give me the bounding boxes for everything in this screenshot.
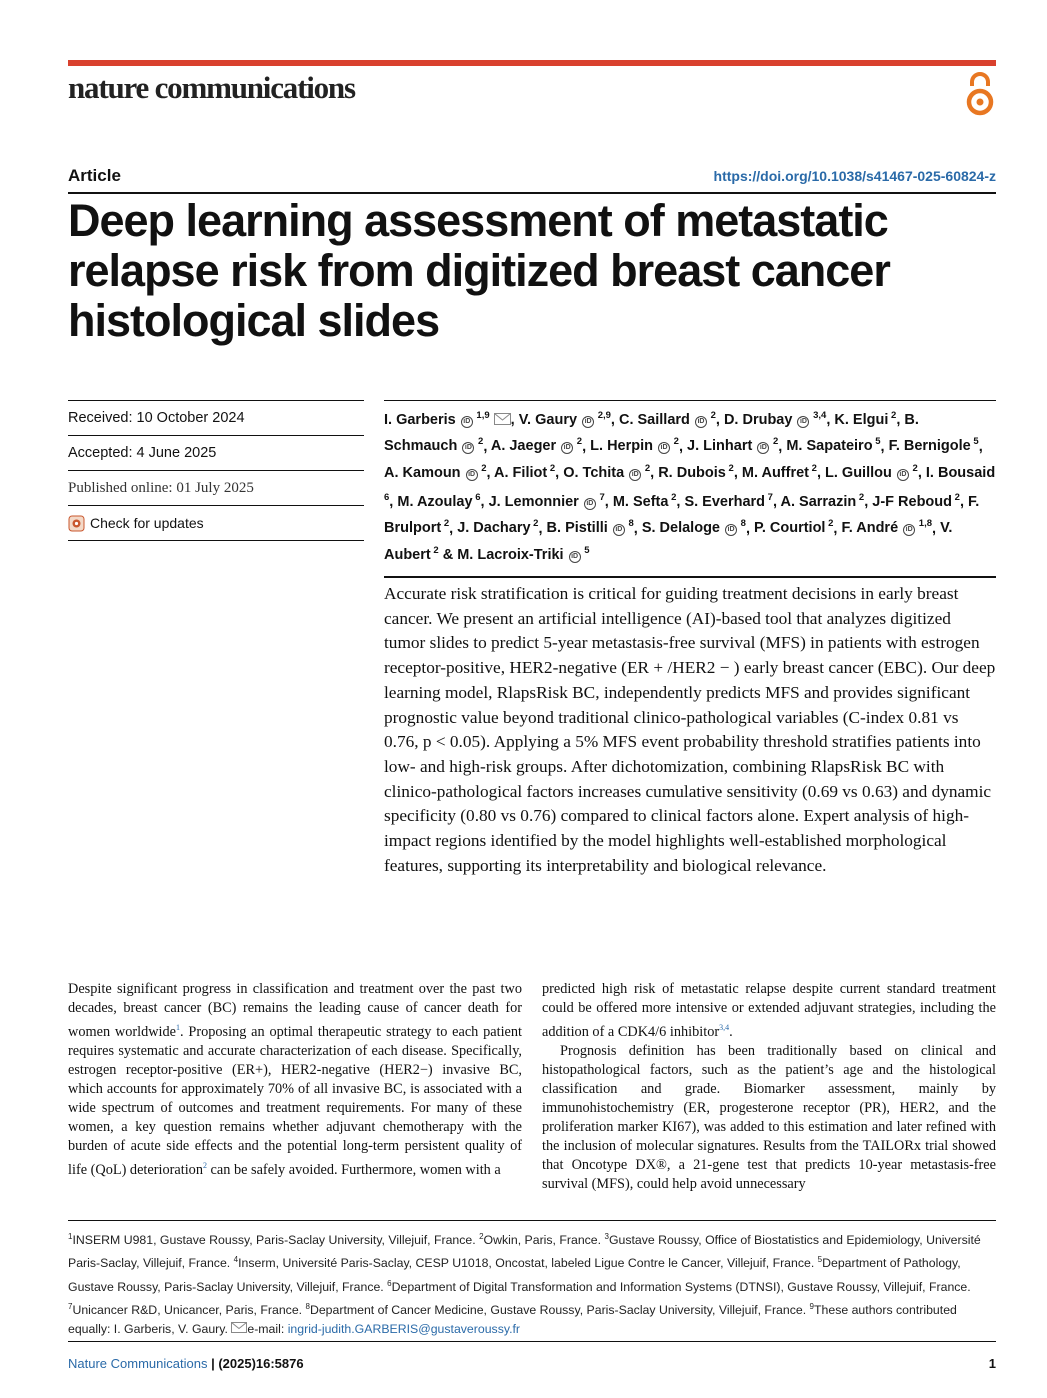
affiliation-number: 5 xyxy=(817,1255,823,1265)
author-name[interactable]: J. Linhart iD $^2$ xyxy=(687,436,779,455)
author-name[interactable]: S. Delaloge iD $^8$ xyxy=(641,518,746,537)
author-affiliation: 2 xyxy=(707,410,716,421)
footer-volume: | (2025)16:5876 xyxy=(207,1356,304,1371)
affiliation-number: 1 xyxy=(68,1232,73,1241)
author-name[interactable]: L. Herpin iD $^2$ xyxy=(590,436,679,455)
author-affiliation: 2 xyxy=(671,436,679,448)
author-name[interactable]: I. Bousaid $^6$ xyxy=(384,465,996,503)
orcid-icon[interactable]: iD xyxy=(629,469,641,481)
body-paragraph: Prognosis definition has been traditionally based on clinical and histopathological factors, such as the patient’s age and the histological classification and grade. Biomarker assessment, mainly by immunohistochemistry (ER, progesterone receptor (PR), HER2, and the proliferation marker KI67), was added to this estimation and later refined with the inclusion of molecular signatures. Results from the TAILORx trial showed that Oncotype DX®, a 21-gene test that predicts 10-year metastasis-free survival (MFS), could help avoid unnecessary xyxy=(542,1042,996,1192)
orcid-icon[interactable]: iD xyxy=(613,524,625,536)
orcid-icon[interactable]: iD xyxy=(658,442,670,454)
author-name[interactable]: J. Lemonnier iD $^7$ xyxy=(488,491,605,510)
open-access-icon xyxy=(964,72,996,118)
author-name[interactable]: K. Elgui $^2$ xyxy=(834,410,897,428)
footnote-rule xyxy=(68,1220,996,1221)
affiliation-text: These authors contributed equally: I. Garberis, V. Gaury. xyxy=(68,1302,957,1337)
authors-rule xyxy=(384,400,996,401)
author-name[interactable]: C. Saillard iD $^2$ xyxy=(618,410,716,428)
author-affiliation: 2 xyxy=(574,436,583,448)
footer-journal-link[interactable]: Nature Communications xyxy=(68,1356,208,1371)
orcid-icon[interactable]: iD xyxy=(725,524,737,536)
author-affiliation: 2 xyxy=(856,491,865,503)
affiliation-text: Department of Digital Transformation and Information Systems (DTNSI), Gustave Roussy, Villejuif, France. xyxy=(391,1279,971,1294)
page-number: 1 xyxy=(988,1356,996,1371)
doi-link[interactable]: https://doi.org/10.1038/s41467-025-60824-z xyxy=(713,168,996,184)
author-affiliation: 5 xyxy=(970,436,979,448)
author-affiliation: 2 xyxy=(888,410,897,421)
author-name[interactable]: B. Pistilli iD $^8$ xyxy=(546,518,634,537)
author-name[interactable]: M. Auffret $^2$ xyxy=(741,463,817,482)
reference-link[interactable]: 1 xyxy=(176,1023,181,1032)
check-updates-label: Check for updates xyxy=(90,514,204,531)
received-date: Received: 10 October 2024 xyxy=(68,401,364,436)
author-affiliation: 2 xyxy=(430,545,439,557)
affiliation-number: 3 xyxy=(604,1232,609,1241)
author-name[interactable]: A. Filiot $^2$ xyxy=(494,463,556,482)
footer-rule xyxy=(68,1341,996,1342)
email-link[interactable]: ingrid-judith.GARBERIS@gustaveroussy.fr xyxy=(287,1322,521,1337)
affiliation-text: Owkin, Paris, France. xyxy=(483,1233,605,1248)
author-name[interactable]: R. Dubois $^2$ xyxy=(658,463,734,482)
author-affiliation: 5 xyxy=(872,436,881,448)
author-name[interactable]: A. Sarrazin $^2$ xyxy=(780,491,865,510)
author-name[interactable]: B. Schmauch iD $^2$ xyxy=(384,411,919,455)
affiliation-number: 9 xyxy=(809,1301,814,1311)
orcid-icon[interactable]: iD xyxy=(561,442,573,454)
author-name[interactable]: S. Everhard $^7$ xyxy=(684,491,773,510)
author-name[interactable]: I. Garberis iD $^{1,9}$ xyxy=(384,412,511,428)
affiliation-number: 8 xyxy=(305,1301,310,1311)
footer-citation xyxy=(68,1356,304,1371)
author-list: I. Garberis iD $^{1,9}$ , V. Gaury iD $^{2,9}$, C. Saillard iD $^2$, D. Drubay iD $^{3,4}$, K. Elgui $^2$, B. Schmauch iD $^2$, A. Jaeger iD $^2$, L. Herpin iD $^2$, J. Linhart iD $^2$, M. Sapateiro $^5$, F. Bernigole $^5$, A. Kamoun iD $^2$, A. Filiot $^2$, O. Tchita iD $^2$, R. Dubois $^2$, M. Auffret $^2$, L. Guillou iD $^2$, I. Bousaid $^6$, M. Azoulay $^6$, J. Lemonnier iD $^7$, M. Sefta $^2$, S. Everhard $^7$, A. Sarrazin $^2$, J-F Reboud $^2$, F. Brulport $^2$, J. Dachary $^2$, B. Pistilli iD $^8$, S. Delaloge iD $^8$, P. Courtiol $^2$, F. André iD $^{1,8}$, V. Aubert $^2$ & M. Lacroix-Triki iD $^5$ xyxy=(384,410,996,563)
orcid-icon[interactable]: iD xyxy=(462,442,474,454)
affiliation-text: Inserm, Université Paris-Saclay, CESP U1018, Oncostat, labeled Ligue Contre le Cancer, Villejuif, France. xyxy=(238,1256,818,1271)
affiliation-number: 6 xyxy=(387,1278,392,1288)
orcid-icon[interactable]: iD xyxy=(466,469,478,481)
author-name[interactable]: M. Sapateiro $^5$ xyxy=(786,436,881,455)
author-name[interactable]: F. André iD $^{1,8}$ xyxy=(841,518,933,537)
author-name[interactable]: L. Guillou iD $^2$ xyxy=(825,463,918,482)
author-affiliation: 6 xyxy=(384,491,390,503)
author-name[interactable]: J-F Reboud $^2$ xyxy=(872,491,960,510)
affiliation-number: 4 xyxy=(233,1255,239,1265)
author-name[interactable]: D. Drubay iD $^{3,4}$ xyxy=(723,410,827,428)
author-affiliation: 2 xyxy=(909,463,918,475)
author-affiliation: 6 xyxy=(472,491,481,503)
article-history xyxy=(68,400,364,541)
author-name[interactable]: O. Tchita iD $^2$ xyxy=(563,463,651,482)
author-name[interactable]: V. Gaury iD $^{2,9}$ xyxy=(518,410,611,428)
author-name[interactable]: M. Sefta $^2$ xyxy=(612,491,677,510)
affiliation-number: 2 xyxy=(479,1232,484,1241)
author-name[interactable]: P. Courtiol $^2$ xyxy=(754,518,834,537)
author-affiliation: 2,9 xyxy=(595,410,611,421)
author-affiliation: 8 xyxy=(738,518,746,530)
author-name[interactable]: V. Aubert $^2$ xyxy=(384,520,953,563)
author-affiliation: 2 xyxy=(952,491,960,503)
orcid-icon[interactable]: iD xyxy=(582,416,594,428)
orcid-icon[interactable]: iD xyxy=(569,551,581,563)
author-name[interactable]: A. Kamoun iD $^2$ xyxy=(384,463,487,482)
journal-name: nature communications xyxy=(68,70,355,105)
affiliation-text: Department of Pathology, Gustave Roussy, Paris-Saclay University, Villejuif, France. xyxy=(68,1256,961,1294)
author-affiliation: 1,8 xyxy=(916,518,933,530)
check-for-updates-button[interactable] xyxy=(68,506,364,541)
abstract-rule xyxy=(384,576,996,578)
email-icon xyxy=(231,1322,247,1333)
author-affiliation: 7 xyxy=(596,491,605,503)
affiliation-number: 7 xyxy=(68,1301,73,1311)
author-affiliation: 3,4 xyxy=(810,410,827,421)
abstract: Accurate risk stratification is critical for guiding treatment decisions in early breast cancer. We present an artificial intelligence (AI)-based tool that analyzes digitized tumor slides to predict 5-year metastasis-free survival (MFS) in patients with estrogen receptor-positive, HER2-negative (ER + /HER2 − ) early breast cancer (EBC). Our deep learning model, RlapsRisk BC, independently predicts MFS and provides significant prognostic value beyond traditional clinico-pathological variables (C-index 0.81 vs 0.76, p < 0.05). Applying a 5% MFS event probability threshold stratifies patients into low- and high-risk groups. After dichotomization, combining RlapsRisk BC with clinico-pathological factors increases cumulative sensitivity (0.69 vs 0.63) and dynamic specificity (0.80 vs 0.76) compared to clinical factors alone. Expert analysis of high-impact regions identified by the model highlights well-established morphological features, supporting its interpretability and biological relevance. xyxy=(384,584,996,875)
check-updates-icon xyxy=(68,515,85,532)
author-affiliation: 5 xyxy=(581,545,590,557)
body-column-left xyxy=(68,980,522,1180)
accepted-date: Accepted: 4 June 2025 xyxy=(68,436,364,471)
header-rule xyxy=(68,192,996,194)
author-name[interactable]: F. Bernigole $^5$ xyxy=(888,436,979,455)
author-affiliation: 2 xyxy=(475,436,484,448)
reference-link[interactable]: 2 xyxy=(202,1160,207,1170)
orcid-icon[interactable]: iD xyxy=(461,416,473,428)
author-affiliation: 2 xyxy=(441,518,450,530)
orcid-icon[interactable]: iD xyxy=(797,416,809,428)
affiliations xyxy=(68,1227,996,1339)
orcid-icon[interactable]: iD xyxy=(695,416,707,428)
author-affiliation: 2 xyxy=(825,518,834,530)
article-title: Deep learning assessment of metastatic relapse risk from digitized breast cancer histological slides xyxy=(68,195,890,346)
author-affiliation: 2 xyxy=(770,436,779,448)
author-affiliation: 2 xyxy=(547,463,556,475)
author-affiliation: 2 xyxy=(809,463,817,475)
body-column-right xyxy=(542,980,996,1194)
affiliation-text: Department of Cancer Medicine, Gustave Roussy, Paris-Saclay University, Villejuif, France. xyxy=(309,1302,810,1317)
author-affiliation: 2 xyxy=(668,491,677,503)
affiliation-text: Gustave Roussy, Office of Biostatistics and Epidemiology, Université Paris-Saclay, Villejuif, France. xyxy=(68,1233,981,1271)
orcid-icon[interactable]: iD xyxy=(903,524,915,536)
email-label: e-mail: xyxy=(247,1322,288,1337)
author-name[interactable]: J. Dachary $^2$ xyxy=(457,518,539,537)
published-date: Published online: 01 July 2025 xyxy=(68,471,364,506)
author-affiliation: 1,9 xyxy=(473,410,490,421)
mail-icon[interactable] xyxy=(494,413,511,425)
affiliation-text: Unicancer R&D, Unicancer, Paris, France. xyxy=(72,1302,306,1317)
header-accent-bar xyxy=(68,60,996,66)
author-affiliation: 2 xyxy=(642,463,651,475)
orcid-icon[interactable]: iD xyxy=(757,442,769,454)
affiliation-text: INSERM U981, Gustave Roussy, Paris-Saclay University, Villejuif, France. xyxy=(72,1233,480,1248)
body-paragraph: Despite significant progress in classification and treatment over the past two decades, breast cancer (BC) remains the leading cause of cancer death for women worldwide$^1$. Proposing an optimal therapeutic strategy to each patient requires systematic and accurate characterization of each disease. Specifically, estrogen receptor-positive (ER+), HER2-negative (HER2−) invasive BC, which accounts for approximately 70% of all invasive BC, is associated with a wide spectrum of outcomes and treatment requirements. For many of these women, a key question remains whether adjuvant chemotherapy with the burden of acute side effects and the potential long-term persistent quality of life (QoL) deterioration$^2$ can be safely avoided. Furthermore, women with a xyxy=(68,981,523,1178)
author-name[interactable]: A. Jaeger iD $^2$ xyxy=(490,436,583,455)
orcid-icon[interactable]: iD xyxy=(897,469,909,481)
author-affiliation: 2 xyxy=(725,463,734,475)
author-affiliation: 2 xyxy=(530,518,539,530)
author-name[interactable]: M. Azoulay $^6$ xyxy=(397,491,481,510)
body-paragraph: predicted high risk of metastatic relapse despite current standard treatment could be offered more intensive or extended adjuvant strategies, including the addition of a CDK4/6 inhibitor$^{3,4}$. xyxy=(542,981,996,1040)
article-type-label: Article xyxy=(68,166,121,185)
author-affiliation: 2 xyxy=(478,463,487,475)
orcid-icon[interactable]: iD xyxy=(584,498,596,510)
author-name[interactable]: F. Brulport $^2$ xyxy=(384,493,980,537)
author-affiliation: 8 xyxy=(625,518,634,530)
author-name[interactable]: M. Lacroix-Triki iD $^5$ xyxy=(457,545,590,563)
reference-link[interactable]: 3,4 xyxy=(719,1023,730,1032)
author-affiliation: 7 xyxy=(765,491,773,503)
